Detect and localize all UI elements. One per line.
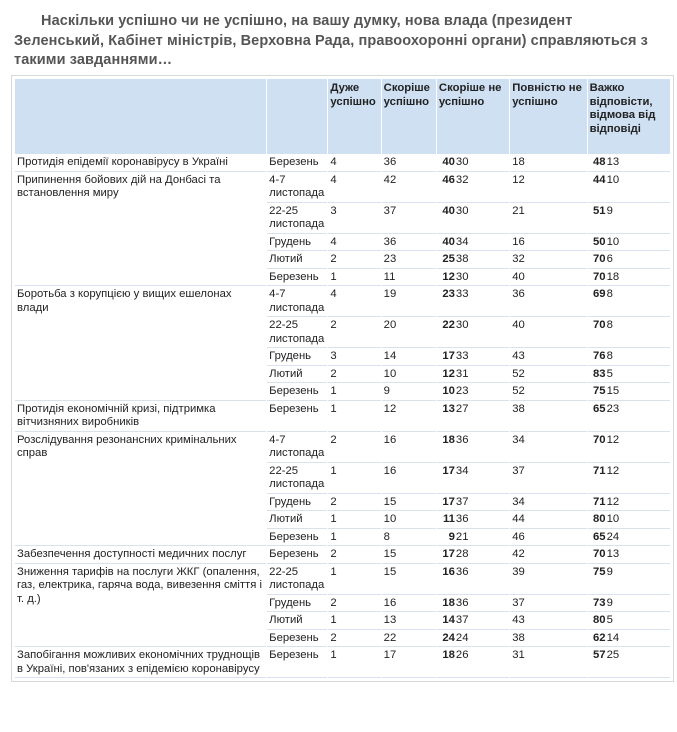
success-total-rather-not-cell xyxy=(437,318,509,348)
not-success-total-value: 48 xyxy=(593,156,606,168)
success-total-value: 18 xyxy=(442,433,455,446)
not-success-total-value: 50 xyxy=(593,235,606,248)
success-total-value: 40 xyxy=(442,235,455,248)
hard-to-answer-value: 6 xyxy=(606,253,613,265)
rather-not-value: 34 xyxy=(455,464,469,477)
hard-to-answer-value: 12 xyxy=(606,433,620,446)
period-cell: 22-25 листопада xyxy=(267,318,327,348)
success-total-value: 10 xyxy=(442,385,455,397)
rather-not-value: 36 xyxy=(455,513,469,525)
rather-success-cell: 15 xyxy=(382,495,436,512)
not-success-total-value: 80 xyxy=(593,513,606,525)
period-cell: 22-25 листопада xyxy=(267,565,327,595)
table-body xyxy=(15,155,670,678)
not-total-hard-cell xyxy=(588,530,670,547)
not-success-total-value: 51 xyxy=(593,204,606,217)
success-total-rather-not-cell xyxy=(437,512,509,529)
rather-not-value: 31 xyxy=(455,367,469,380)
rather-success-cell: 22 xyxy=(382,631,436,648)
fully-not-cell: 38 xyxy=(510,631,586,648)
hard-to-answer-value: 10 xyxy=(606,513,620,525)
not-success-total-value: 75 xyxy=(593,565,606,578)
not-success-total-value: 70 xyxy=(593,253,606,265)
success-total-value: 23 xyxy=(442,288,455,300)
period-cell: 22-25 листопада xyxy=(267,464,327,494)
success-total-value: 17 xyxy=(442,548,455,560)
very-success-cell: 4 xyxy=(328,155,380,172)
very-success-cell: 3 xyxy=(328,204,380,234)
success-total-value: 40 xyxy=(442,204,455,217)
rather-success-cell: 9 xyxy=(382,384,436,401)
task-name: Припинення бойових дій на Донбасі та встановлення миру xyxy=(15,173,266,287)
table-row xyxy=(15,648,670,678)
success-total-rather-not-cell xyxy=(437,464,509,494)
success-total-value: 13 xyxy=(442,402,455,415)
rather-not-value: 24 xyxy=(455,631,469,644)
not-success-total-value: 70 xyxy=(593,548,606,560)
rather-success-cell: 19 xyxy=(382,287,436,317)
hard-to-answer-value: 23 xyxy=(606,402,620,415)
hard-to-answer-value: 5 xyxy=(606,367,613,380)
very-success-cell: 2 xyxy=(328,367,380,384)
rather-not-value: 32 xyxy=(455,173,469,186)
hard-to-answer-value: 10 xyxy=(606,173,620,186)
table-row xyxy=(15,547,670,564)
success-total-rather-not-cell xyxy=(437,547,509,564)
not-success-total-value: 69 xyxy=(593,288,606,300)
success-total-value: 17 xyxy=(442,495,455,508)
hard-to-answer-value: 12 xyxy=(606,495,620,508)
very-success-cell: 1 xyxy=(328,464,380,494)
rather-not-value: 38 xyxy=(455,253,469,265)
fully-not-cell: 36 xyxy=(510,287,586,317)
hard-to-answer-value: 14 xyxy=(606,631,620,644)
period-cell: Березень xyxy=(267,530,327,547)
hard-to-answer-value: 10 xyxy=(606,235,620,248)
hard-to-answer-value: 13 xyxy=(606,156,620,168)
hard-to-answer-value: 9 xyxy=(606,565,613,578)
rather-not-value: 21 xyxy=(455,530,469,543)
success-total-value: 12 xyxy=(442,367,455,380)
very-success-cell: 1 xyxy=(328,402,380,432)
rather-not-value: 33 xyxy=(455,288,469,300)
very-success-cell: 3 xyxy=(328,349,380,366)
success-total-rather-not-cell xyxy=(437,173,509,203)
fully-not-cell: 16 xyxy=(510,235,586,252)
table-row xyxy=(15,433,670,463)
rather-success-cell: 10 xyxy=(382,512,436,529)
fully-not-cell: 46 xyxy=(510,530,586,547)
period-cell: Березень xyxy=(267,384,327,401)
fully-not-cell: 40 xyxy=(510,270,586,287)
header-hard-to-answer: Важко відповісти, відмова від відповіді xyxy=(588,79,670,154)
not-success-total-value: 65 xyxy=(593,530,606,543)
table-row xyxy=(15,173,670,203)
not-total-hard-cell xyxy=(588,547,670,564)
rather-success-cell: 10 xyxy=(382,367,436,384)
not-total-hard-cell xyxy=(588,565,670,595)
very-success-cell: 2 xyxy=(328,631,380,648)
fully-not-cell: 18 xyxy=(510,155,586,172)
not-success-total-value: 76 xyxy=(593,350,606,362)
fully-not-cell: 12 xyxy=(510,173,586,203)
fully-not-cell: 31 xyxy=(510,648,586,678)
very-success-cell: 1 xyxy=(328,270,380,287)
period-cell: Березень xyxy=(267,631,327,648)
fully-not-cell: 32 xyxy=(510,252,586,269)
rather-success-cell: 13 xyxy=(382,613,436,630)
not-total-hard-cell xyxy=(588,318,670,348)
hard-to-answer-value: 9 xyxy=(606,596,613,609)
very-success-cell: 2 xyxy=(328,596,380,613)
success-total-rather-not-cell xyxy=(437,631,509,648)
fully-not-cell: 34 xyxy=(510,495,586,512)
not-success-total-value: 83 xyxy=(593,367,606,380)
not-success-total-value: 71 xyxy=(593,464,606,477)
period-cell: Грудень xyxy=(267,596,327,613)
header-fully-not: Повністю не успішно xyxy=(510,79,586,154)
rather-success-cell: 8 xyxy=(382,530,436,547)
fully-not-cell: 21 xyxy=(510,204,586,234)
period-cell: Лютий xyxy=(267,512,327,529)
very-success-cell: 1 xyxy=(328,648,380,678)
very-success-cell: 4 xyxy=(328,235,380,252)
success-total-value: 17 xyxy=(442,464,455,477)
rather-success-cell: 36 xyxy=(382,155,436,172)
not-total-hard-cell xyxy=(588,402,670,432)
period-cell: Лютий xyxy=(267,252,327,269)
rather-success-cell: 36 xyxy=(382,235,436,252)
rather-not-value: 30 xyxy=(455,156,469,168)
success-total-value: 18 xyxy=(442,596,455,609)
success-total-rather-not-cell xyxy=(437,596,509,613)
success-total-value: 25 xyxy=(442,253,455,265)
success-total-value: 17 xyxy=(442,350,455,362)
period-cell: Березень xyxy=(267,270,327,287)
rather-not-value: 34 xyxy=(455,235,469,248)
fully-not-cell: 39 xyxy=(510,565,586,595)
fully-not-cell: 44 xyxy=(510,512,586,529)
success-total-value: 11 xyxy=(442,513,455,525)
rather-not-value: 36 xyxy=(455,565,469,578)
rather-not-value: 37 xyxy=(455,614,469,626)
fully-not-cell: 42 xyxy=(510,547,586,564)
header-task xyxy=(15,79,266,154)
success-total-rather-not-cell xyxy=(437,402,509,432)
not-total-hard-cell xyxy=(588,648,670,678)
success-total-rather-not-cell xyxy=(437,384,509,401)
success-total-rather-not-cell xyxy=(437,613,509,630)
task-name: Забезпечення доступності медичних послуг xyxy=(15,547,266,564)
very-success-cell: 1 xyxy=(328,565,380,595)
success-total-value: 14 xyxy=(442,614,455,626)
very-success-cell: 2 xyxy=(328,495,380,512)
not-success-total-value: 65 xyxy=(593,402,606,415)
hard-to-answer-value: 9 xyxy=(606,204,613,217)
very-success-cell: 1 xyxy=(328,512,380,529)
hard-to-answer-value: 8 xyxy=(606,288,613,300)
not-total-hard-cell xyxy=(588,204,670,234)
not-total-hard-cell xyxy=(588,596,670,613)
very-success-cell: 4 xyxy=(328,173,380,203)
not-total-hard-cell xyxy=(588,384,670,401)
not-total-hard-cell xyxy=(588,367,670,384)
not-success-total-value: 70 xyxy=(593,319,606,331)
success-total-value: 24 xyxy=(442,631,455,644)
hard-to-answer-value: 12 xyxy=(606,464,620,477)
not-total-hard-cell xyxy=(588,631,670,648)
rather-not-value: 36 xyxy=(455,596,469,609)
success-total-value: 12 xyxy=(442,270,455,283)
rather-success-cell: 14 xyxy=(382,349,436,366)
period-cell: Березень xyxy=(267,402,327,432)
rather-not-value: 37 xyxy=(455,495,469,508)
task-name: Зниження тарифів на послуги ЖКГ (опалення, газ, електрика, гаряча вода, вивезення сміття і т. д.) xyxy=(15,565,266,648)
very-success-cell: 1 xyxy=(328,530,380,547)
period-cell: Березень xyxy=(267,648,327,678)
task-name: Боротьба з корупцією у вищих ешелонах влади xyxy=(15,287,266,401)
success-total-value: 16 xyxy=(442,565,455,578)
period-cell: Грудень xyxy=(267,235,327,252)
hard-to-answer-value: 8 xyxy=(606,350,613,362)
rather-success-cell: 11 xyxy=(382,270,436,287)
rather-success-cell: 37 xyxy=(382,204,436,234)
success-total-rather-not-cell xyxy=(437,495,509,512)
rather-not-value: 30 xyxy=(455,204,469,217)
success-total-rather-not-cell xyxy=(437,565,509,595)
success-total-value: 18 xyxy=(442,649,455,661)
header-period xyxy=(267,79,327,154)
period-cell: 22-25 листопада xyxy=(267,204,327,234)
not-total-hard-cell xyxy=(588,155,670,172)
period-cell: Березень xyxy=(267,155,327,172)
header-rather-not: Скоріше не успішно xyxy=(437,79,509,154)
success-total-rather-not-cell xyxy=(437,530,509,547)
success-total-rather-not-cell xyxy=(437,252,509,269)
rather-success-cell: 16 xyxy=(382,433,436,463)
not-total-hard-cell xyxy=(588,173,670,203)
table-header-row xyxy=(15,79,670,154)
period-cell: 4-7 листопада xyxy=(267,287,327,317)
period-cell: Лютий xyxy=(267,367,327,384)
very-success-cell: 1 xyxy=(328,613,380,630)
period-cell: Березень xyxy=(267,547,327,564)
rather-success-cell: 23 xyxy=(382,252,436,269)
success-total-value: 9 xyxy=(448,530,455,543)
period-cell: Грудень xyxy=(267,495,327,512)
table-row xyxy=(15,287,670,317)
not-success-total-value: 70 xyxy=(593,433,606,446)
success-total-rather-not-cell xyxy=(437,204,509,234)
fully-not-cell: 37 xyxy=(510,596,586,613)
rather-not-value: 26 xyxy=(455,649,469,661)
fully-not-cell: 52 xyxy=(510,384,586,401)
table-row xyxy=(15,565,670,595)
fully-not-cell: 37 xyxy=(510,464,586,494)
rather-success-cell: 16 xyxy=(382,464,436,494)
hard-to-answer-value: 8 xyxy=(606,319,613,331)
survey-results-table xyxy=(14,78,671,679)
period-cell: Лютий xyxy=(267,613,327,630)
period-cell: 4-7 листопада xyxy=(267,433,327,463)
task-name: Розслідування резонансних кримінальних справ xyxy=(15,433,266,547)
rather-success-cell: 20 xyxy=(382,318,436,348)
very-success-cell: 2 xyxy=(328,433,380,463)
task-name: Протидія економічній кризі, підтримка вітчизняних виробників xyxy=(15,402,266,432)
rather-not-value: 27 xyxy=(455,402,469,415)
success-total-rather-not-cell xyxy=(437,648,509,678)
not-total-hard-cell xyxy=(588,287,670,317)
hard-to-answer-value: 5 xyxy=(606,614,613,626)
rather-not-value: 36 xyxy=(455,433,469,446)
survey-question-title: Наскільки успішно чи не успішно, на вашу думку, нова влада (президент Зеленський, Кабінет міністрів, Верховна Рада, правоохоронні органи) справляються з такими завданнями… xyxy=(14,13,648,68)
success-total-value: 40 xyxy=(442,156,455,168)
period-cell: 4-7 листопада xyxy=(267,173,327,203)
hard-to-answer-value: 13 xyxy=(606,548,620,560)
rather-success-cell: 12 xyxy=(382,402,436,432)
survey-results-table-container xyxy=(11,75,674,682)
very-success-cell: 2 xyxy=(328,318,380,348)
success-total-value: 46 xyxy=(442,173,455,186)
fully-not-cell: 38 xyxy=(510,402,586,432)
rather-not-value: 23 xyxy=(455,385,469,397)
not-total-hard-cell xyxy=(588,349,670,366)
rather-success-cell: 16 xyxy=(382,596,436,613)
table-row xyxy=(15,155,670,172)
rather-not-value: 28 xyxy=(455,548,469,560)
very-success-cell: 2 xyxy=(328,547,380,564)
success-total-value: 22 xyxy=(442,319,455,331)
not-total-hard-cell xyxy=(588,270,670,287)
rather-success-cell: 15 xyxy=(382,565,436,595)
fully-not-cell: 43 xyxy=(510,349,586,366)
very-success-cell: 2 xyxy=(328,252,380,269)
not-total-hard-cell xyxy=(588,613,670,630)
success-total-rather-not-cell xyxy=(437,270,509,287)
task-name: Запобігання можливих економічних труднощів в Україні, пов'язаних з епідемією коронавірусу xyxy=(15,648,266,678)
table-row xyxy=(15,402,670,432)
fully-not-cell: 34 xyxy=(510,433,586,463)
not-success-total-value: 80 xyxy=(593,614,606,626)
header-very-success: Дуже успішно xyxy=(328,79,380,154)
success-total-rather-not-cell xyxy=(437,287,509,317)
fully-not-cell: 43 xyxy=(510,613,586,630)
success-total-rather-not-cell xyxy=(437,349,509,366)
not-total-hard-cell xyxy=(588,252,670,269)
hard-to-answer-value: 25 xyxy=(606,649,620,661)
rather-success-cell: 15 xyxy=(382,547,436,564)
rather-success-cell: 17 xyxy=(382,648,436,678)
hard-to-answer-value: 15 xyxy=(606,385,620,397)
very-success-cell: 1 xyxy=(328,384,380,401)
success-total-rather-not-cell xyxy=(437,235,509,252)
fully-not-cell: 52 xyxy=(510,367,586,384)
not-success-total-value: 70 xyxy=(593,270,606,283)
not-total-hard-cell xyxy=(588,235,670,252)
rather-not-value: 30 xyxy=(455,270,469,283)
success-total-rather-not-cell xyxy=(437,433,509,463)
task-name: Протидія епідемії коронавірусу в Україні xyxy=(15,155,266,172)
not-total-hard-cell xyxy=(588,433,670,463)
not-total-hard-cell xyxy=(588,495,670,512)
rather-success-cell: 42 xyxy=(382,173,436,203)
very-success-cell: 4 xyxy=(328,287,380,317)
not-total-hard-cell xyxy=(588,512,670,529)
not-success-total-value: 75 xyxy=(593,385,606,397)
not-success-total-value: 62 xyxy=(593,631,606,644)
period-cell: Грудень xyxy=(267,349,327,366)
not-success-total-value: 71 xyxy=(593,495,606,508)
hard-to-answer-value: 18 xyxy=(606,270,620,283)
fully-not-cell: 40 xyxy=(510,318,586,348)
rather-not-value: 33 xyxy=(455,350,469,362)
rather-not-value: 30 xyxy=(455,319,469,331)
not-success-total-value: 73 xyxy=(593,596,606,609)
not-total-hard-cell xyxy=(588,464,670,494)
not-success-total-value: 44 xyxy=(593,173,606,186)
hard-to-answer-value: 24 xyxy=(606,530,620,543)
header-rather-success: Скоріше успішно xyxy=(382,79,436,154)
success-total-rather-not-cell xyxy=(437,367,509,384)
success-total-rather-not-cell xyxy=(437,155,509,172)
not-success-total-value: 57 xyxy=(593,649,606,661)
